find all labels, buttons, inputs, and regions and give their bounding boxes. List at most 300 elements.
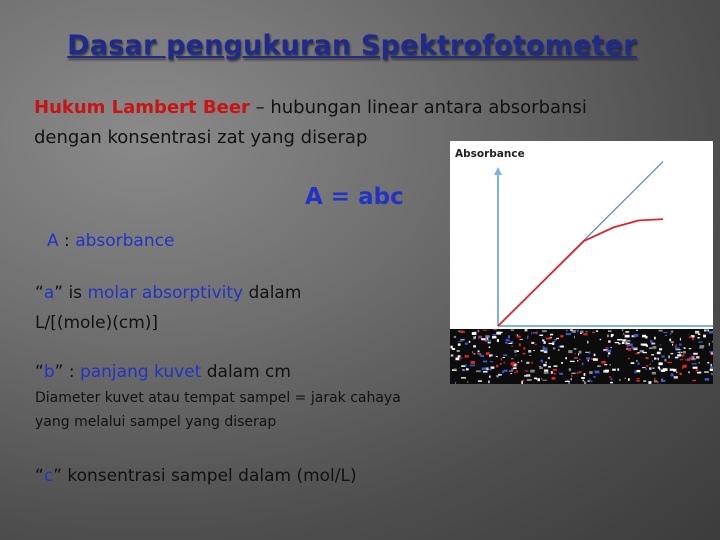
noise-speck <box>487 338 489 340</box>
noise-speck <box>636 330 638 331</box>
absorbance-chart <box>450 141 713 384</box>
diameter-note-1: Diameter kuvet atau tempat sampel = jarak cahaya <box>35 390 401 406</box>
noise-speck <box>659 368 660 370</box>
noise-speck <box>612 369 616 371</box>
noise-speck <box>560 346 564 348</box>
noise-speck <box>607 355 609 357</box>
noise-speck <box>514 350 517 353</box>
noise-speck <box>478 330 480 333</box>
noise-speck <box>671 331 674 333</box>
noise-speck <box>548 357 550 359</box>
noise-speck <box>643 381 646 382</box>
def-path-term: panjang kuvet <box>79 362 202 382</box>
noise-speck <box>677 354 681 356</box>
noise-speck <box>553 369 557 371</box>
noise-speck <box>529 355 531 356</box>
noise-speck <box>680 359 683 360</box>
noise-speck <box>469 341 471 343</box>
noise-speck <box>692 380 696 381</box>
noise-speck <box>518 362 520 363</box>
noise-speck <box>543 380 547 381</box>
noise-speck <box>626 340 631 342</box>
noise-speck <box>579 371 582 373</box>
noise-speck <box>533 350 534 351</box>
noise-speck <box>659 330 663 332</box>
noise-speck <box>587 341 588 344</box>
noise-speck <box>661 356 664 358</box>
noise-speck <box>577 372 579 373</box>
noise-speck <box>514 372 516 374</box>
noise-speck <box>657 352 661 355</box>
noise-speck <box>636 370 640 372</box>
noise-speck <box>661 380 666 382</box>
law-desc-1: – hubungan linear antara absorbansi <box>249 97 587 118</box>
equation: A = abc <box>305 184 404 210</box>
noise-speck <box>643 352 647 353</box>
noise-speck <box>541 360 543 363</box>
noise-speck <box>475 336 476 339</box>
noise-speck <box>664 359 666 362</box>
noise-speck <box>586 357 590 359</box>
noise-speck <box>664 332 668 333</box>
noise-speck <box>451 354 454 356</box>
noise-speck <box>685 359 686 360</box>
noise-speck <box>542 330 547 332</box>
noise-speck <box>607 335 608 338</box>
noise-speck <box>488 381 489 384</box>
noise-speck <box>642 335 646 338</box>
noise-speck <box>505 342 508 344</box>
noise-speck <box>679 344 682 346</box>
noise-speck <box>697 372 701 374</box>
noise-speck <box>566 330 567 332</box>
chart-noise-band <box>450 329 713 384</box>
def-concentration-rest: ” konsentrasi sampel dalam (mol/L) <box>53 466 357 486</box>
noise-speck <box>513 367 517 369</box>
noise-speck <box>683 351 686 353</box>
noise-speck <box>651 354 654 355</box>
noise-speck <box>538 378 541 381</box>
noise-speck <box>617 339 622 341</box>
def-absorptivity-rest: dalam <box>243 283 302 303</box>
noise-speck <box>698 334 700 335</box>
noise-speck <box>458 355 461 357</box>
noise-speck <box>610 382 613 383</box>
noise-speck <box>569 334 571 335</box>
noise-speck <box>709 343 710 346</box>
noise-speck <box>618 343 620 344</box>
noise-speck <box>675 344 676 347</box>
noise-speck <box>506 339 510 341</box>
noise-speck <box>704 329 707 331</box>
noise-speck <box>574 357 578 358</box>
noise-speck <box>498 332 503 333</box>
noise-speck <box>641 344 646 346</box>
noise-speck <box>544 350 548 353</box>
noise-speck <box>519 343 521 346</box>
law-desc-2: dengan konsentrasi zat yang diserap <box>34 127 368 148</box>
noise-speck <box>560 335 563 337</box>
noise-speck <box>596 330 598 332</box>
noise-speck <box>534 344 537 345</box>
noise-speck <box>696 356 699 359</box>
noise-speck <box>574 336 575 339</box>
noise-speck <box>625 342 627 344</box>
law-name: Hukum Lambert Beer <box>34 97 250 118</box>
noise-speck <box>680 338 681 341</box>
noise-speck <box>591 381 592 383</box>
noise-speck <box>572 373 576 374</box>
noise-speck <box>619 379 620 381</box>
quote-close-a: ” is <box>54 283 88 303</box>
noise-speck <box>577 360 578 361</box>
noise-speck <box>665 335 667 336</box>
noise-speck <box>532 362 533 364</box>
noise-speck <box>594 376 596 378</box>
noise-speck <box>489 376 491 378</box>
noise-speck <box>695 331 699 334</box>
noise-speck <box>486 352 490 355</box>
noise-speck <box>522 380 525 381</box>
noise-speck <box>548 366 551 368</box>
noise-speck <box>561 362 563 364</box>
noise-speck <box>689 348 692 349</box>
noise-speck <box>478 336 481 338</box>
noise-speck <box>574 348 577 349</box>
noise-speck <box>636 360 637 362</box>
noise-speck <box>682 365 686 368</box>
noise-speck <box>608 331 611 332</box>
noise-speck <box>461 377 466 378</box>
noise-speck <box>707 362 709 364</box>
noise-speck <box>670 333 671 335</box>
noise-speck <box>565 381 570 382</box>
noise-speck <box>625 331 629 333</box>
noise-speck <box>711 364 713 366</box>
noise-speck <box>457 350 460 351</box>
noise-speck <box>544 341 546 344</box>
noise-speck <box>615 342 619 343</box>
noise-speck <box>546 338 551 340</box>
noise-speck <box>477 353 481 354</box>
noise-speck <box>581 377 585 379</box>
noise-speck <box>460 339 464 340</box>
noise-speck <box>601 361 606 364</box>
noise-speck <box>670 369 674 371</box>
noise-speck <box>504 370 508 372</box>
noise-speck <box>515 355 516 356</box>
noise-speck <box>554 373 556 375</box>
noise-speck <box>660 344 662 345</box>
noise-speck <box>579 359 581 361</box>
noise-speck <box>583 380 585 382</box>
noise-speck <box>688 371 689 373</box>
noise-speck <box>476 370 481 372</box>
noise-speck <box>552 341 555 342</box>
noise-speck <box>523 353 526 355</box>
law-line-1 <box>34 97 587 118</box>
noise-speck <box>543 364 546 367</box>
noise-speck <box>528 350 531 353</box>
noise-speck <box>520 339 523 340</box>
noise-speck <box>689 336 692 338</box>
noise-speck <box>594 354 596 356</box>
noise-speck <box>550 334 553 336</box>
noise-speck <box>525 370 529 371</box>
noise-speck <box>460 331 465 333</box>
noise-speck <box>531 333 532 335</box>
noise-speck <box>678 352 681 353</box>
noise-speck <box>490 361 493 362</box>
noise-speck <box>589 351 591 354</box>
noise-speck <box>609 376 611 378</box>
noise-speck <box>521 381 523 384</box>
noise-speck <box>646 345 648 347</box>
noise-speck <box>622 342 625 344</box>
noise-speck <box>482 368 487 371</box>
quote-open-b: “ <box>35 362 44 382</box>
noise-speck <box>534 378 536 380</box>
noise-speck <box>698 337 700 338</box>
noise-speck <box>470 365 475 367</box>
noise-speck <box>503 354 507 356</box>
noise-speck <box>625 378 626 379</box>
noise-speck <box>525 329 528 331</box>
noise-speck <box>511 358 513 359</box>
noise-speck <box>693 367 698 369</box>
noise-speck <box>590 379 591 382</box>
noise-speck <box>588 381 590 382</box>
noise-speck <box>681 352 682 353</box>
noise-speck <box>516 370 518 372</box>
noise-speck <box>648 381 651 384</box>
noise-speck <box>465 343 468 345</box>
noise-speck <box>553 348 555 350</box>
noise-speck <box>580 331 583 333</box>
slide-title: Dasar pengukuran Spektrofotometer <box>67 30 637 61</box>
noise-speck <box>556 338 559 339</box>
noise-speck <box>608 352 611 354</box>
noise-speck <box>645 368 647 369</box>
noise-speck <box>682 355 683 357</box>
noise-speck <box>631 362 635 364</box>
noise-speck <box>635 371 637 374</box>
quote-open-c: “ <box>35 466 44 486</box>
noise-speck <box>465 364 467 367</box>
noise-speck <box>485 335 489 338</box>
noise-speck <box>673 369 676 372</box>
noise-speck <box>489 355 491 356</box>
noise-speck <box>669 339 671 342</box>
noise-speck <box>676 349 680 350</box>
noise-speck <box>693 356 694 359</box>
noise-speck <box>472 351 473 353</box>
noise-speck <box>617 368 619 370</box>
noise-speck <box>711 373 713 375</box>
noise-speck <box>473 345 476 347</box>
noise-speck <box>649 347 653 349</box>
noise-speck <box>575 353 576 354</box>
noise-speck <box>671 341 674 343</box>
def-path <box>35 362 291 382</box>
noise-speck <box>638 362 640 365</box>
noise-speck <box>492 337 494 339</box>
noise-speck <box>455 382 456 384</box>
noise-speck <box>640 351 643 353</box>
def-a-text: absorbance <box>75 231 175 251</box>
noise-speck <box>589 371 593 374</box>
noise-speck <box>638 352 640 353</box>
noise-speck <box>542 339 544 341</box>
noise-speck <box>693 353 698 355</box>
noise-speck <box>483 361 487 363</box>
noise-speck <box>608 340 611 342</box>
noise-speck <box>568 350 572 353</box>
noise-speck <box>597 365 601 367</box>
noise-speck <box>474 353 476 354</box>
noise-speck <box>583 333 588 335</box>
noise-speck <box>451 346 453 349</box>
noise-speck <box>692 363 697 364</box>
noise-speck <box>584 382 586 384</box>
noise-speck <box>533 332 537 333</box>
noise-speck <box>699 341 703 342</box>
noise-speck <box>503 357 505 358</box>
noise-speck <box>559 373 563 375</box>
noise-speck <box>663 368 668 371</box>
noise-speck <box>472 332 477 335</box>
quote-close-b: ” : <box>54 362 80 382</box>
noise-speck <box>654 380 658 382</box>
noise-speck <box>483 330 487 331</box>
noise-speck <box>699 347 703 349</box>
noise-speck <box>585 352 589 353</box>
noise-speck <box>549 343 554 344</box>
noise-speck <box>671 374 674 377</box>
noise-speck <box>539 335 543 336</box>
def-absorptivity-term: molar absorptivity <box>87 283 244 303</box>
noise-speck <box>622 329 623 330</box>
noise-speck <box>692 338 694 340</box>
noise-speck <box>536 378 538 380</box>
noise-speck <box>527 379 531 380</box>
def-concentration <box>35 466 357 486</box>
noise-speck <box>478 351 480 353</box>
noise-speck <box>502 370 504 373</box>
noise-speck <box>595 371 600 374</box>
def-path-symbol: b <box>43 362 55 382</box>
noise-speck <box>488 340 491 341</box>
noise-speck <box>489 346 491 348</box>
noise-speck <box>684 347 686 349</box>
noise-speck <box>611 334 614 336</box>
noise-speck <box>571 378 572 380</box>
noise-speck <box>497 339 499 342</box>
noise-speck <box>531 342 534 344</box>
noise-speck <box>498 374 502 375</box>
noise-speck <box>501 358 502 360</box>
noise-speck <box>577 330 579 333</box>
noise-speck <box>605 370 609 373</box>
noise-speck <box>651 343 655 345</box>
noise-speck <box>490 369 492 371</box>
noise-speck <box>659 348 662 350</box>
noise-speck <box>611 378 613 380</box>
noise-speck <box>605 347 609 348</box>
noise-speck <box>642 367 646 368</box>
noise-speck <box>571 375 572 377</box>
noise-speck <box>668 356 670 359</box>
noise-speck <box>558 350 560 351</box>
noise-speck <box>637 378 640 379</box>
noise-speck <box>653 346 657 349</box>
noise-speck <box>704 371 709 373</box>
noise-speck <box>510 373 512 374</box>
noise-speck <box>611 347 612 348</box>
noise-speck <box>459 358 461 360</box>
noise-speck <box>493 329 497 330</box>
def-concentration-symbol: c <box>43 466 54 486</box>
noise-speck <box>628 378 630 381</box>
noise-speck <box>607 350 612 352</box>
noise-speck <box>551 371 553 374</box>
noise-speck <box>471 361 475 364</box>
noise-speck <box>604 364 607 365</box>
noise-speck <box>585 331 588 332</box>
noise-speck <box>627 343 630 344</box>
noise-speck <box>541 378 542 379</box>
noise-speck <box>526 362 529 364</box>
noise-speck <box>588 360 590 362</box>
noise-speck <box>634 334 639 337</box>
noise-speck <box>530 370 535 373</box>
noise-speck <box>654 358 656 360</box>
noise-speck <box>527 337 529 339</box>
noise-speck <box>493 334 496 336</box>
def-a-symbol: A <box>47 231 59 251</box>
def-path-rest: dalam cm <box>201 362 291 382</box>
noise-speck <box>458 343 461 345</box>
noise-speck <box>703 335 706 338</box>
noise-speck <box>523 347 525 350</box>
def-absorptivity-symbol: a <box>43 283 55 303</box>
noise-speck <box>478 380 482 381</box>
quote-open-a: “ <box>35 283 44 303</box>
noise-speck <box>496 365 498 368</box>
noise-speck <box>570 329 573 331</box>
def-absorptivity <box>35 283 301 303</box>
noise-speck <box>554 339 557 340</box>
noise-speck <box>680 373 683 376</box>
noise-speck <box>705 378 709 381</box>
noise-speck <box>544 370 548 372</box>
noise-speck <box>565 357 567 359</box>
def-a <box>47 231 174 251</box>
noise-speck <box>480 355 484 357</box>
noise-speck <box>508 343 512 344</box>
noise-speck <box>579 351 582 354</box>
noise-speck <box>672 344 673 346</box>
noise-speck <box>628 348 631 351</box>
noise-speck <box>467 381 468 383</box>
noise-speck <box>454 369 457 370</box>
noise-speck <box>488 342 491 344</box>
noise-speck <box>652 360 654 362</box>
noise-speck <box>465 355 469 358</box>
noise-speck <box>554 365 558 367</box>
noise-speck <box>500 363 502 364</box>
noise-speck <box>545 362 546 364</box>
